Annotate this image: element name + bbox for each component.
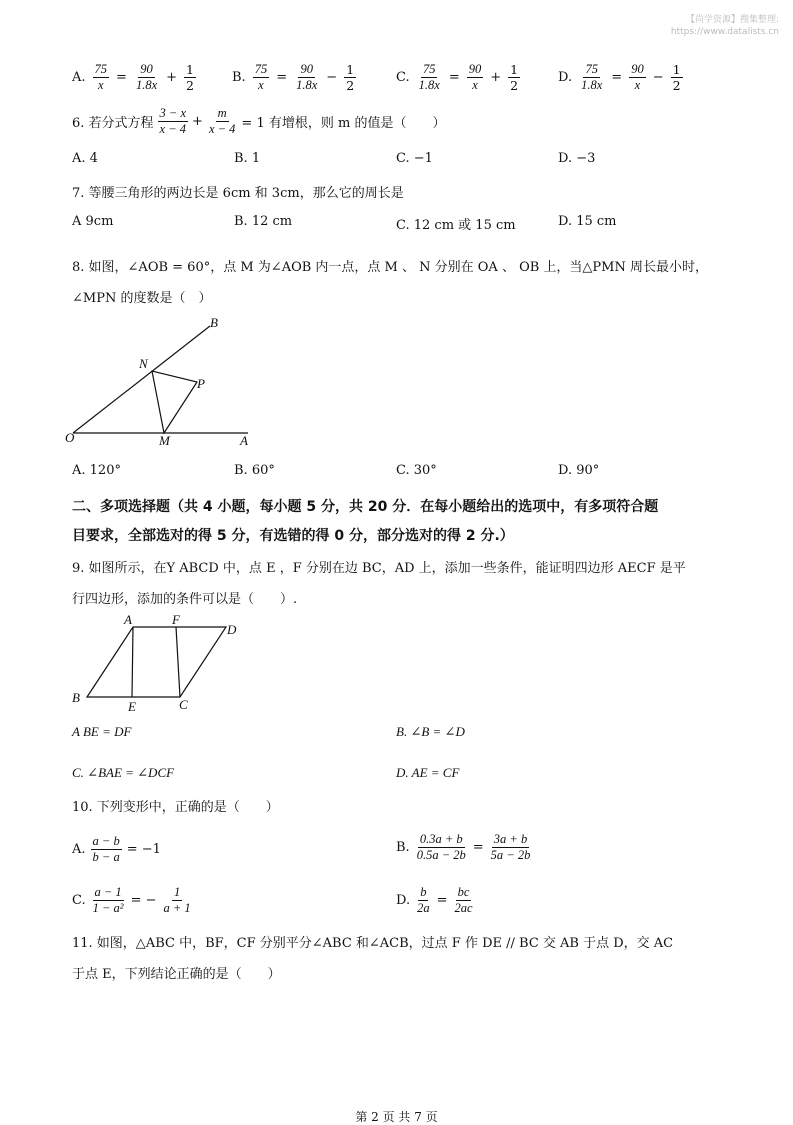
fraction: $\frac{1}{2}$ [510, 62, 519, 93]
label-p: P [197, 376, 205, 391]
q10-option-d: D. $\frac{b}{2a}$ = $\frac{bc}{2ac}$ [396, 885, 473, 915]
q9-option-d: D. AE = CF [396, 765, 460, 780]
label-a: A [124, 612, 132, 627]
q8-option-b: B. 60° [234, 463, 275, 478]
q8-option-d: D. 90° [558, 463, 600, 478]
q10-option-c: C. $\frac{a - 1}{\text{1 − a²}}$ = − $\frac{1}{a + 1}$ [72, 885, 191, 915]
fraction: $\frac{90}{1.8x}$ [296, 62, 318, 92]
fraction: $\frac{3a + b}{5a - 2b}$ [490, 832, 531, 862]
question-9-line-2: 行四边形，添加的条件可以是（ ）. [72, 592, 298, 607]
question-11-line-1: 11. 如图，△ABC 中，BF，CF 分别平分∠ABC 和∠ACB，过点 F 作 DE // BC 交 AB 于点 D，交 AC [72, 936, 674, 951]
fraction: $\frac{75}{x}$ [254, 62, 268, 92]
label-m: M [159, 433, 170, 448]
fraction: $\frac{75}{1.8x}$ [418, 62, 440, 92]
question-7: 7. 等腰三角形的两边长是 6cm 和 3cm，那么它的周长是 [72, 186, 404, 201]
label-f: F [172, 612, 180, 627]
question-11-line-2: 于点 E，下列结论正确的是（ ） [72, 967, 281, 982]
triangle-pmn [152, 371, 197, 433]
page-number-footer: 第 2 页 共 7 页 [355, 1110, 438, 1124]
fraction: $\frac{b}{2a}$ [417, 885, 430, 915]
q9-figure-parallelogram [66, 610, 256, 715]
fraction: $\frac{0.3a + b}{0.5a - 2b}$ [416, 832, 466, 862]
fraction: $\frac{1}{2}$ [346, 62, 355, 93]
q9-option-a: A BE = DF [72, 724, 132, 739]
fraction: $\frac{1}{a + 1}$ [163, 885, 191, 915]
watermark-line-1: 【尚学资源】搜集整理: [685, 15, 779, 25]
label-b: B [72, 690, 80, 705]
q7-option-d: D. 15 cm [558, 214, 617, 229]
q6-option-b: B. 1 [234, 151, 261, 166]
q5-option-d: D. $\frac{75}{1.8x}$ = $\frac{90}{x}$ − $\frac{1}{2}$ [558, 62, 681, 93]
parallelogram-abcd [87, 627, 226, 697]
label-b: B [210, 315, 218, 330]
question-9-line-1: 9. 如图所示，在Y ABCD 中，点 E ，F 分别在边 BC，AD 上，添加一些条件，能证明四边形 AECF 是平 [72, 561, 686, 576]
fraction: $\frac{90}{1.8x}$ [135, 62, 158, 92]
question-8-line-2: ∠MPN 的度数是（ ） [72, 291, 212, 306]
fraction: $\frac{1}{2}$ [672, 62, 681, 93]
q8-option-a: A. 120° [72, 463, 121, 478]
q5-option-a: A. $\frac{75}{x}$ = $\frac{90}{1.8x}$ + $\frac{1}{2}$ [72, 62, 194, 93]
q8-figure-angle-aob [60, 310, 260, 455]
segment-ae [132, 627, 133, 697]
label-d: D [227, 622, 237, 637]
fraction: $\frac{3 - x}{x - 4}$ [159, 106, 187, 136]
label-n: N [139, 356, 148, 371]
watermark [671, 14, 779, 38]
ray-ob [73, 326, 210, 433]
label-c: C [179, 697, 188, 712]
q5-option-b: B. $\frac{75}{x}$ = $\frac{90}{1.8x}$ − $\frac{1}{2}$ [232, 62, 355, 93]
fraction: $\frac{m}{x - 4}$ [208, 106, 236, 136]
fraction: $\frac{a - b}{b - a}$ [92, 834, 120, 864]
q6-option-c: C. −1 [396, 151, 433, 166]
q8-option-c: C. 30° [396, 463, 437, 478]
q10-option-b: B. $\frac{0.3a + b}{0.5a - 2b}$ = $\frac{3a + b}{5a - 2b}$ [396, 832, 531, 862]
section-2-heading-line-1: 二、多项选择题（共 4 小题，每小题 5 分，共 20 分．在每小题给出的选项中，有多项符合题 [72, 499, 659, 515]
q6-option-a: A. 4 [72, 151, 98, 166]
question-10: 10. 下列变形中，正确的是（ ） [72, 800, 279, 815]
q9-option-c: C. ∠BAE = ∠DCF [72, 765, 175, 780]
section-2-heading-line-2: 目要求，全部选对的得 5 分，有选错的得 0 分，部分选对的得 2 分.） [72, 528, 514, 544]
fraction: $\frac{1}{2}$ [186, 62, 194, 93]
fraction: $\frac{75}{x}$ [94, 62, 108, 92]
q7-option-b: B. 12 cm [234, 214, 293, 229]
fraction: $\frac{90}{x}$ [468, 62, 482, 92]
label-o: O [65, 430, 75, 445]
fraction: $\frac{a - 1}{\text{1 − a²}}$ [92, 885, 124, 915]
fraction: $\frac{90}{x}$ [631, 62, 644, 92]
q6-option-d: D. −3 [558, 151, 596, 166]
question-8-line-1: 8. 如图，∠AOB = 60°，点 M 为∠AOB 内一点，点 M 、 N 分别在 OA 、 OB 上，当△PMN 周长最小时， [72, 260, 708, 275]
label-a: A [240, 433, 248, 448]
q7-option-a: A 9cm [72, 214, 114, 229]
question-6: 6. 若分式方程 $\frac{3 - x}{x - 4}$ + $\frac{m}{x - 4}$ = 1 有增根，则 m 的值是（ ） [72, 106, 446, 136]
watermark-line-2: https://www.datalists.cn [670, 27, 779, 37]
q10-option-a: A. $\frac{a - b}{b - a}$ = −1 [72, 834, 161, 864]
q9-option-b: B. ∠B = ∠D [396, 724, 465, 739]
fraction: $\frac{bc}{2ac}$ [454, 885, 473, 915]
segment-fc [176, 627, 180, 697]
label-e: E [128, 699, 136, 714]
q7-option-c: C. 12 cm 或 15 cm [396, 218, 516, 233]
fraction: $\frac{75}{1.8x}$ [581, 62, 603, 92]
q5-option-c: C. $\frac{75}{1.8x}$ = $\frac{90}{x}$ + $\frac{1}{2}$ [396, 62, 519, 93]
